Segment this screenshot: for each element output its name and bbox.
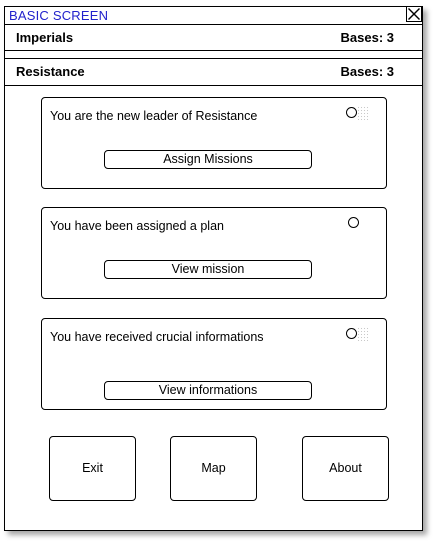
dots-icon bbox=[357, 106, 369, 120]
card-message: You have been assigned a plan bbox=[50, 219, 224, 233]
card-message: You are the new leader of Resistance bbox=[50, 109, 258, 123]
faction-bases: Bases: 3 bbox=[340, 64, 394, 79]
view-mission-button[interactable]: View mission bbox=[104, 260, 312, 279]
faction-bases: Bases: 3 bbox=[340, 30, 394, 45]
exit-button[interactable]: Exit bbox=[49, 436, 136, 501]
faction-row-imperials bbox=[5, 24, 422, 51]
card-radio[interactable] bbox=[346, 328, 357, 339]
basic-screen-window bbox=[4, 6, 423, 531]
map-button[interactable]: Map bbox=[170, 436, 257, 501]
window-title: BASIC SCREEN bbox=[9, 8, 109, 23]
close-x-icon bbox=[408, 8, 420, 20]
notification-card-informations bbox=[41, 318, 387, 410]
assign-missions-button[interactable]: Assign Missions bbox=[104, 150, 312, 169]
card-radio[interactable] bbox=[348, 217, 359, 228]
title-bar bbox=[5, 7, 422, 25]
card-radio[interactable] bbox=[346, 107, 357, 118]
faction-name: Resistance bbox=[16, 64, 85, 79]
notification-card-plan bbox=[41, 207, 387, 299]
notification-card-leader bbox=[41, 97, 387, 189]
faction-row-resistance bbox=[5, 58, 422, 86]
view-informations-button[interactable]: View informations bbox=[104, 381, 312, 400]
dots-icon bbox=[357, 327, 369, 341]
about-button[interactable]: About bbox=[302, 436, 389, 501]
card-message: You have received crucial informations bbox=[50, 330, 264, 344]
faction-name: Imperials bbox=[16, 30, 74, 45]
close-button[interactable] bbox=[406, 6, 422, 22]
